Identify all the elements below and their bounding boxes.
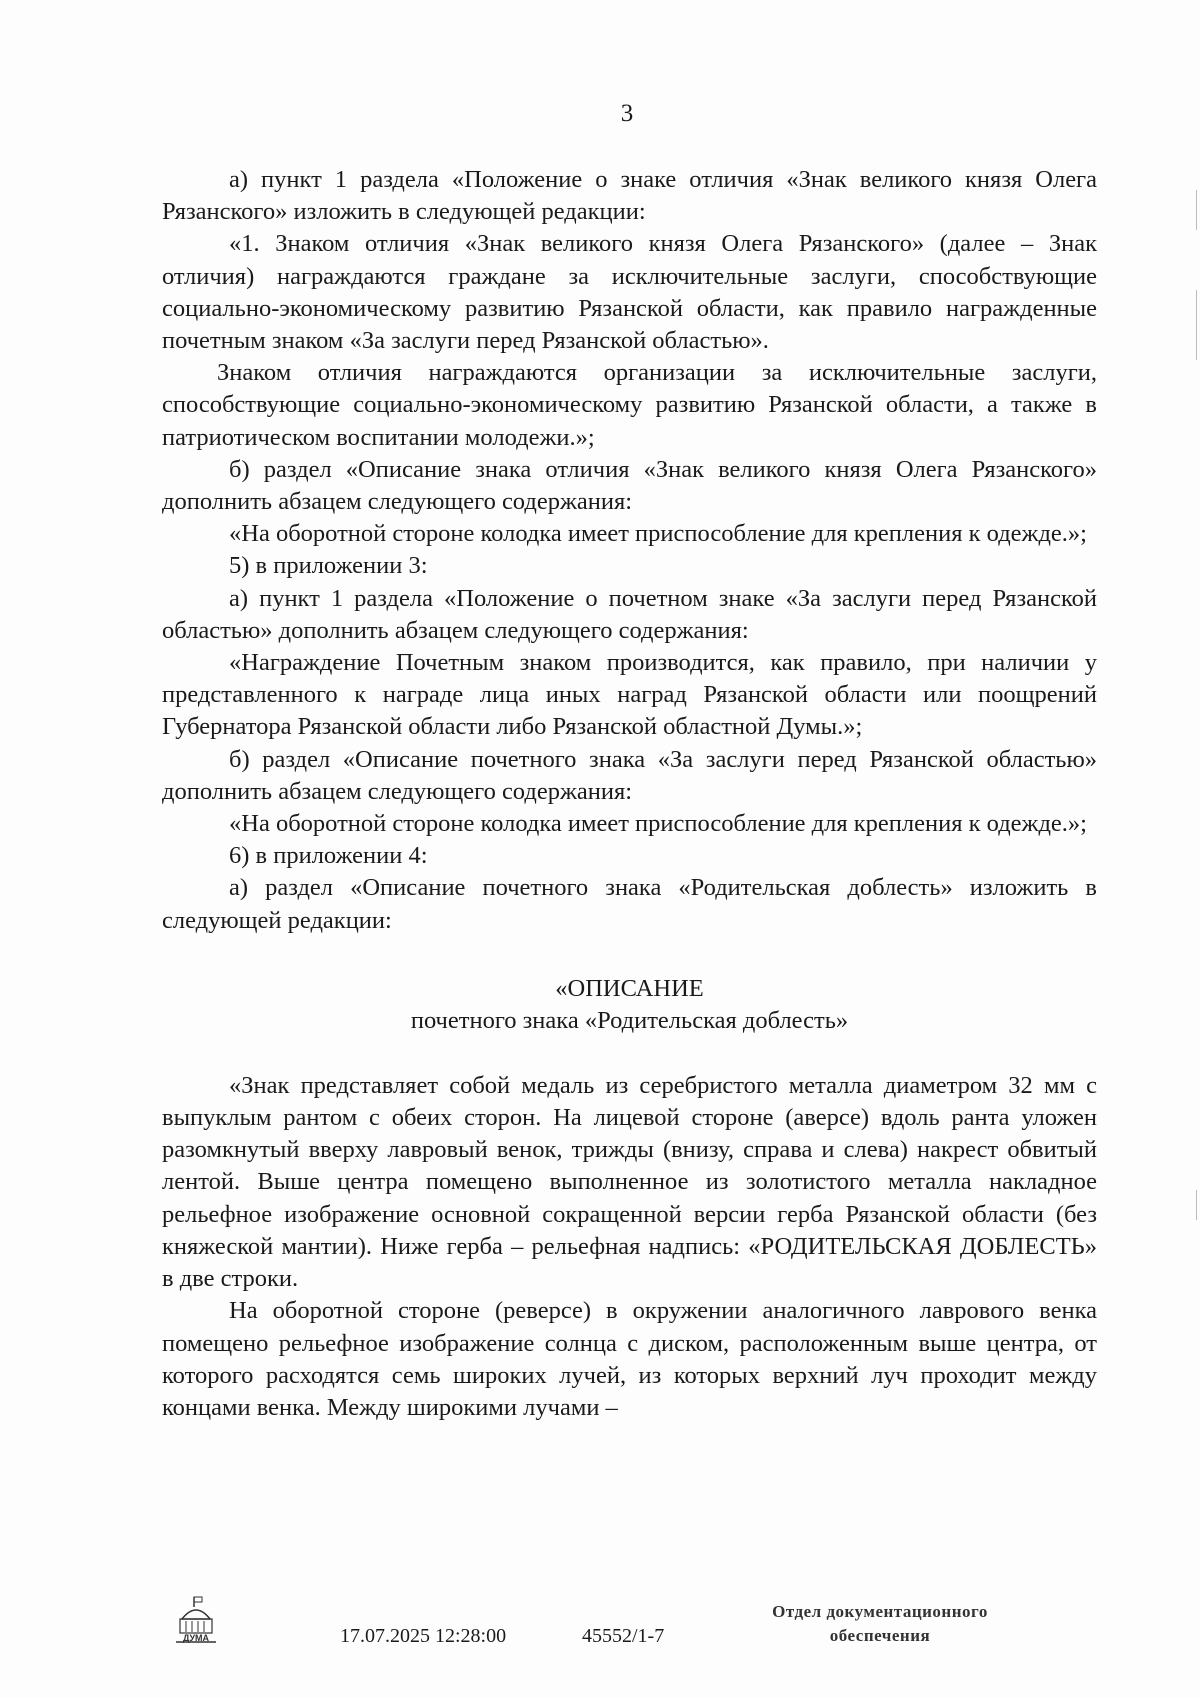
department-line-2: обеспечения <box>829 1626 931 1645</box>
scan-edge-mark <box>1196 1190 1197 1220</box>
department-line-1: Отдел документационного <box>772 1602 988 1621</box>
description-title: «ОПИСАНИЕ <box>555 974 704 1002</box>
page-number: 3 <box>620 100 634 127</box>
paragraph: «На оборотной стороне колодка имеет приспособление для крепления к одежде.»; <box>229 520 1087 548</box>
footer-datetime: 17.07.2025 12:28:00 <box>340 1625 507 1647</box>
main-paragraphs <box>162 164 1097 937</box>
paragraph: «1. Знаком отличия «Знак великого князя Олега Рязанского» (далее – Знак отличия) награждаются граждане за исключительные заслуги, способствующие социально-экономическому развитию Рязанской области, как правило награжденные почетным знаком «За заслуги перед Рязанской областью». <box>162 230 1097 355</box>
footer-doc-number: 45552/1-7 <box>582 1625 665 1647</box>
paragraph: «Знак представляет собой медаль из серебристого металла диаметром 32 мм с выпуклым рантом с обеих сторон. На лицевой стороне (аверсе) вдоль ранта уложен разомкнутый вверху лавровый венок, трижды (внизу, справа и слева) накрест обвитый лентой. Выше центра помещено выполненное из золотистого металла накладное рельефное изображение основной сокращенной версии герба Рязанской области (без княжеской мантии). Ниже герба – рельефная надпись: «РОДИТЕЛЬСКАЯ ДОБЛЕСТЬ» в две строки. <box>162 1071 1097 1293</box>
paragraph: 6) в приложении 4: <box>229 842 428 870</box>
paragraph: б) раздел «Описание почетного знака «За заслуги перед Рязанской областью» дополнить абзацем следующего содержания: <box>162 745 1097 805</box>
paragraph: б) раздел «Описание знака отличия «Знак великого князя Олега Рязанского» дополнить абзацем следующего содержания: <box>162 455 1097 516</box>
footer-department-stamp <box>720 1600 1040 1648</box>
paragraph: а) раздел «Описание почетного знака «Родительская доблесть» изложить в следующей редакции: <box>162 874 1097 934</box>
scan-edge-mark <box>1196 190 1197 230</box>
paragraph: 5) в приложении 3: <box>229 552 428 580</box>
paragraph: «Награждение Почетным знаком производится, как правило, при наличии у представленного к награде лица иных наград Рязанской области или поощрений Губернатора Рязанской области либо Рязанской областной Думы.»; <box>162 649 1097 741</box>
paragraph: а) пункт 1 раздела «Положение о почетном знаке «За заслуги перед Рязанской областью» дополнить абзацем следующего содержания: <box>162 584 1097 644</box>
scan-edge-mark <box>1196 290 1197 360</box>
document-body <box>162 164 1097 1424</box>
description-subtitle: почетного знака «Родительская доблесть» <box>410 1006 849 1034</box>
description-paragraphs <box>162 1070 1097 1424</box>
paragraph: На оборотной стороне (реверсе) в окружении аналогичного лаврового венка помещено рельефное изображение солнца с диском, расположенным выше центра, от которого расходятся семь широких лучей, из которых верхний луч проходит между концами венка. Между широкими лучами – <box>162 1297 1097 1421</box>
svg-text:ДУМА: ДУМА <box>182 1633 210 1643</box>
paragraph: Знаком отличия награждаются организации за исключительные заслуги, способствующие социально-экономическому развитию Рязанской области, а также в патриотическом воспитании молодежи.»; <box>162 359 1097 451</box>
paragraph: а) пункт 1 раздела «Положение о знаке отличия «Знак великого князя Олега Рязанского» изложить в следующей редакции: <box>162 166 1097 226</box>
paragraph: «На оборотной стороне колодка имеет приспособление для крепления к одежде.»; <box>229 810 1087 838</box>
duma-logo-icon <box>172 1595 220 1645</box>
